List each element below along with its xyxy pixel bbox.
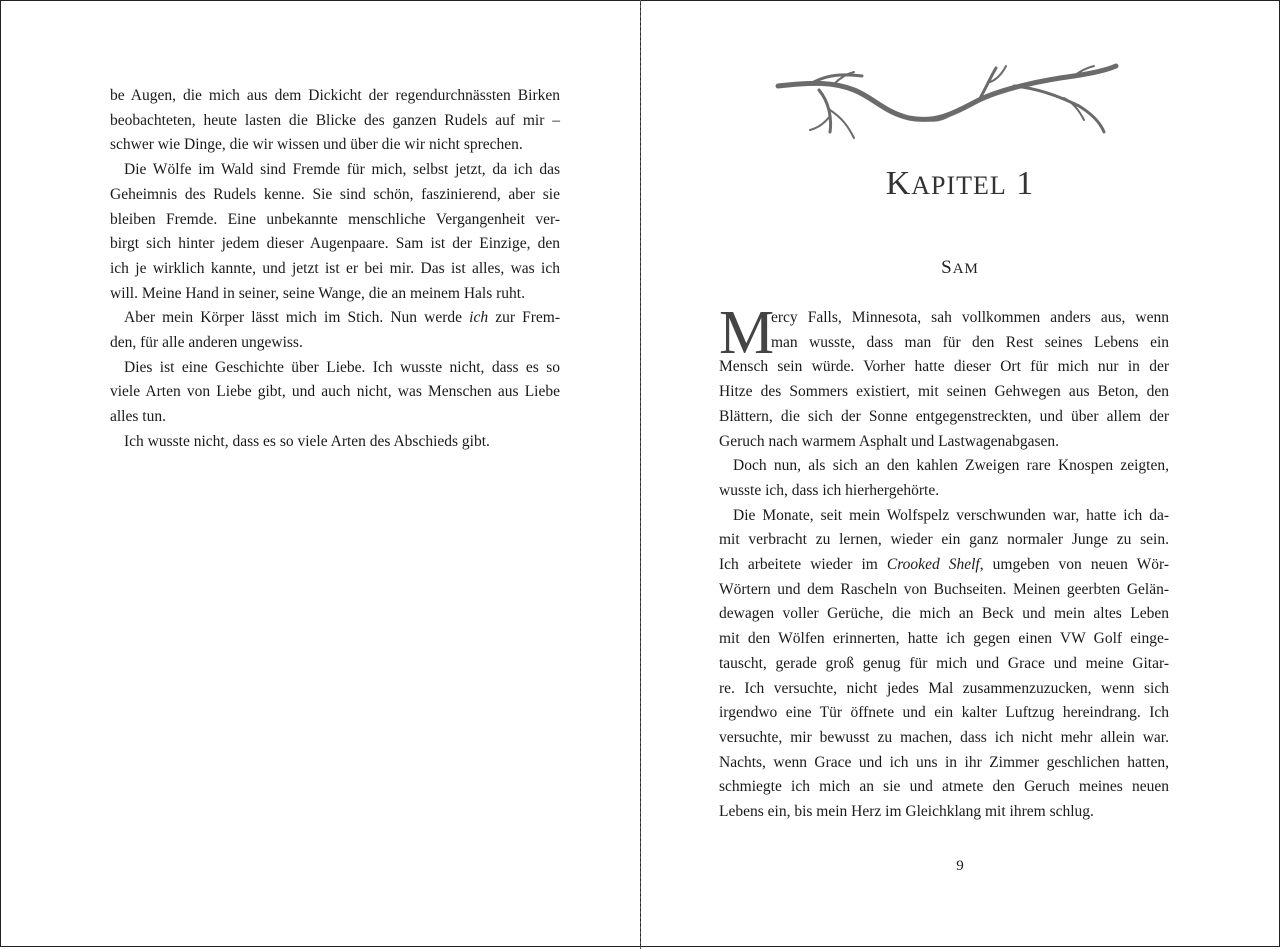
chapter-title: KAPITEL 1	[885, 165, 1035, 202]
page-number: 9	[956, 858, 964, 874]
text-line: be Augen, die mich aus dem Dickicht der regendurchnässten Birken	[110, 87, 560, 104]
text-line: Wörtern und dem Rascheln von Buchseiten. Meinen geerbten Gelän-	[719, 580, 1169, 598]
text-line: beobachteten, heute lasten die Blicke des ganzen Rudels auf mir –	[110, 111, 560, 129]
text-line: Geheimnis des Rudels kenne. Sie sind schön, faszinierend, aber sie	[110, 185, 560, 203]
text-line: mit den Wölfen erinnerten, hatte ich gegen einen VW Golf einge-	[719, 630, 1169, 648]
text-line: Ich wusste nicht, dass es so viele Arten des Abschieds gibt.	[124, 432, 490, 450]
text-line: wusste ich, dass ich hierhergehörte.	[719, 481, 940, 499]
text-line: versuchte, mir bewusst zu machen, dass ich nicht mehr allein war.	[719, 728, 1169, 746]
text-line: Mensch sein würde. Vorher hatte dieser Ort für mich nur in der	[719, 358, 1169, 376]
text-line: bleiben Fremde. Eine unbekannte menschliche Vergangenheit ver-	[110, 210, 560, 228]
text-line: Geruch nach warmem Asphalt und Lastwagenabgasen.	[719, 432, 1060, 450]
text-line: re. Ich versuchte, nicht jedes Mal zusammenzuzucken, wenn sich	[719, 679, 1169, 697]
text-line: man wusste, dass man für den Rest seines Lebens ein	[771, 333, 1169, 351]
branch-ornament-icon	[774, 60, 1119, 150]
text-line: ercy Falls, Minnesota, sah vollkommen anders aus, wenn	[771, 309, 1169, 326]
text-line: Dies ist eine Geschichte über Liebe. Ich wusste nicht, dass es so	[124, 358, 560, 376]
text-line: Hitze des Sommers existiert, mit seinen Gehwegen aus Beton, den	[719, 383, 1169, 401]
text-line: will. Meine Hand in seiner, seine Wange, die an meinem Hals ruht.	[110, 284, 525, 302]
left-page-text	[110, 84, 560, 455]
right-page-text	[719, 306, 1169, 825]
emphasis-text: Crooked Shelf	[886, 556, 980, 574]
text-line: Die Monate, seit mein Wolfspelz verschwunden war, hatte ich da-	[733, 506, 1169, 524]
chapter-subtitle: SAM	[941, 257, 979, 278]
text-line: Ich arbeitete wieder im Crooked Shelf, umgeben von neuen Wör-	[719, 556, 1170, 574]
text-line: Die Wölfe im Wald sind Fremde für mich, selbst jetzt, da ich das	[124, 161, 560, 179]
text-line: alles tun.	[110, 408, 166, 426]
gutter-divider	[640, 0, 641, 949]
text-line: Blättern, die sich der Sonne entgegenstreckten, und über allem der	[719, 407, 1169, 425]
text-line: ich je wirklich kannte, und jetzt ist er bei mir. Das ist alles, was ich	[110, 259, 560, 277]
text-line: Nachts, wenn Grace und ich uns in ihr Zimmer geschlichen hatten,	[719, 753, 1169, 771]
emphasis-text: ich	[469, 309, 489, 327]
text-line: mit verbracht zu lernen, wieder ein ganz normaler Junge zu sein.	[719, 531, 1169, 549]
text-line: dewagen voller Gerüche, die mich an Beck und mein altes Leben	[719, 605, 1169, 623]
text-line: Lebens ein, bis mein Herz im Gleichklang mit ihrem schlug.	[719, 803, 1094, 821]
text-line: Doch nun, als sich an den kahlen Zweigen rare Knospen zeigten,	[733, 457, 1169, 475]
text-line: viele Arten von Liebe gibt, und auch nicht, was Menschen aus Liebe	[110, 383, 560, 401]
text-line: irgendwo eine Tür öffnete und ein kalter Luftzug hereindrang. Ich	[719, 704, 1169, 722]
text-line: schwer wie Dinge, die wir wissen und über die wir nicht sprechen.	[110, 136, 523, 154]
drop-cap: M	[719, 299, 775, 367]
text-line: birgt sich hinter jedem dieser Augenpaare. Sam ist der Einzige, den	[110, 235, 560, 253]
text-line: Aber mein Körper lässt mich im Stich. Nun werde ich zur Frem-	[124, 309, 561, 327]
text-line: tauscht, gerade groß genug für mich und Grace und meine Gitar-	[719, 654, 1169, 672]
text-line: den, für alle anderen ungewiss.	[110, 334, 303, 352]
text-line: schmiegte ich mich an sie und atmete den Geruch meines neuen	[719, 778, 1169, 796]
